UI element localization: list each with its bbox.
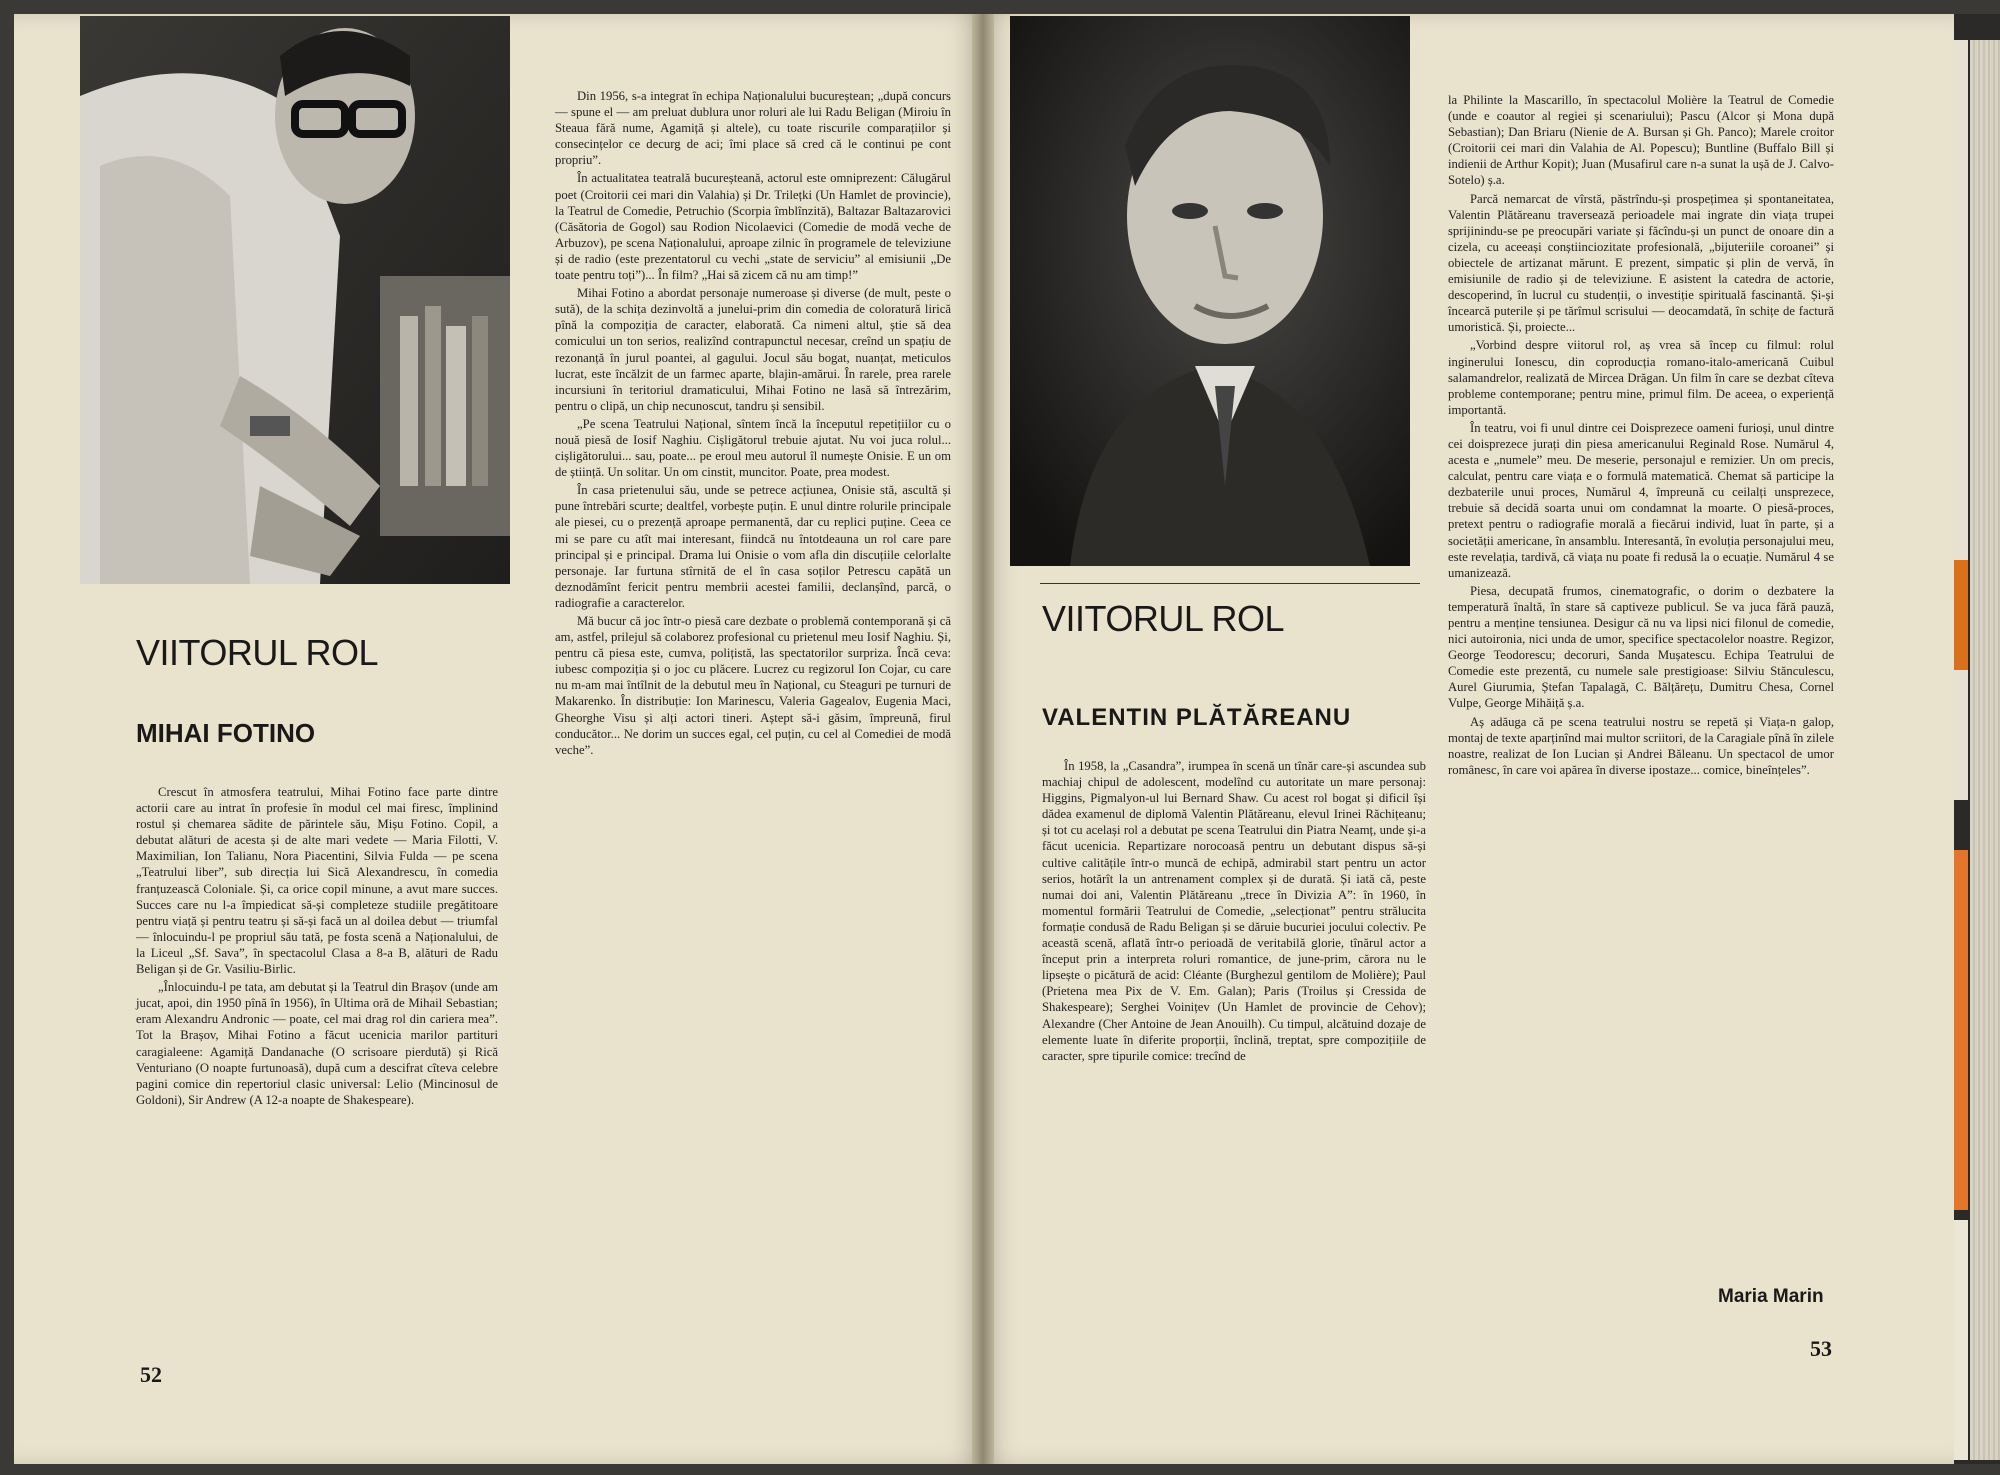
left-actor-name: MIHAI FOTINO — [136, 718, 316, 748]
paragraph: la Philinte la Mascarillo, în spectacolul Molière la Teatrul de Comedie (unde e coautor al regiei și scenariului); Pascu (Alcor și Mona după Sebastian); Dan Briaru (Nienie de A. Bursan și Gh. Panco); Marele croitor (Croitorii cei mari din Valahia de Al. Popescu); Buntline (Buffalo Bill și indienii de Arthur Kopit); Juan (Musafirul care n-a sunat la ușă de J. Calvo-Sotelo) ș.a. — [1448, 93, 1834, 188]
right-column-1 — [1042, 758, 1426, 1066]
edge-tab — [1954, 40, 1968, 800]
page-gutter — [972, 14, 994, 1464]
left-page-number: 52 — [140, 1362, 162, 1387]
paragraph: Mihai Fotino a abordat personaje numeroase și diverse (de mult, peste o sută), de la schița dezinvoltă a junelui-prim din comedia de coloratură lirică pînă la compoziția de caracter, elaborată. Ca nimeni altul, știe să dea comicului un ton serios, realizînd contrapunctul necesar, creînd un spațiu de rezonanță în jurul poantei, al gagului. Jocul său bogat, nuanțat, meticulos lucrat, este încălzit de un farmec aparte, blajin-amărui. În rarele, prea rarele incursiuni în teritoriul dramaticului, Mihai Fotino ne lasă să întrezărim, pentru o clipă, un chip necunoscut, tandru și sensibil. — [555, 286, 951, 413]
paragraph: În casa prietenului său, unde se petrece acțiunea, Onisie stă, ascultă și pune întrebări scurte; dealtfel, vorbește puțin. E unul dintre rolurile principale ale piesei, cu o prezență aproape permanentă, dar cu replici puține. Ceea ce mi se pare cu atît mai interesant, fiindcă nu întotdeauna un rol care pare principal și e principal. Drama lui Onisie o vom afla din discuțiile celorlalte personaje. Iar furtuna stîrnită de el în casa soților Petrescu capătă un deznodămînt fericit pentru membrii acestei familii, declanșînd, parcă, o radiografie a caracterelor. — [555, 483, 951, 610]
page-edges — [1970, 40, 2000, 1460]
paragraph: În 1958, la „Casandra”, irumpea în scenă un tînăr care-și ascundea sub machiaj chipul de adolescent, modelînd cu autoritate un mare personaj: Higgins, Pigmalyon-ul lui Bernard Shaw. Cu acest rol bogat și dificil își dădea examenul de diplomă Valentin Plătăreanu, elevul Irinei Răchițeanu; și tot cu același rol a debutat pe scena Teatrului din Piatra Neamț, unde și-a făcut ucenicia. Repartizare norocoasă pentru un debutant dispus să-și cultive calitățile într-o muncă de echipă, admirabil start pentru un actor serios, hotărît la un antrenament complex și de durată. Și iată că, peste numai doi ani, Valentin Plătăreanu „trece în Divizia A”: în 1960, în momentul formării Teatrului de Comedie, „selecționat” pentru strălucita formație condusă de Radu Beligan și se dăruie bucuriei jocului colectiv. Pe această scenă, aflată într-o perioadă de veritabilă glorie, tînărul actor a început prin a interpreta roluri romantice, de june-prim, cărora nu le lipsește o picătură de acid: Cléante (Burghezul gentilom de Molière); Paul (Prietena mea Pix de V. Em. Galan); Paris (Troilus și Cressida de Shakespeare); Serghei Voinițev (Un Hamlet de provincie de Cehov); Alexandre (Cher Antoine de Jean Anouilh). Cu timpul, alcătuind dozaje de elemente luate în diferite proporții, înclină, treptat, spre compozițiile de caracter, spre tipurile comice: trecînd de — [1042, 759, 1426, 1063]
right-headline: VIITORUL ROL — [1042, 598, 1285, 639]
paragraph: Crescut în atmosfera teatrului, Mihai Fotino face parte dintre actorii care au intrat în profesie în modul cel mai firesc, împlinind rostul și chemarea sădite de părintele său, Mișu Fotino. Copil, a debutat alături de acesta și de alte mari vedete — Maria Filotti, V. Maximilian, Ion Talianu, Nora Piacentini, Silvia Fulda — pe scena „Teatrului liber”, sub direcția lui Sică Alexandrescu, în comedia franțuzească Coloniale. Și, ca orice copil minune, a avut mare succes. Succes care nu l-a împiedicat să-și completeze studiile pregătitoare pentru viață și pentru teatru și să-și facă un al doilea debut — triumfal — înlocuindu-l pe propriul său tată, pe fosta scenă a Naționalului, de la Liceul „Sf. Sava”, în spectacolul Clasa a 8-a B, alături de Radu Beligan și de Gr. Vasiliu-Birlic. — [136, 785, 498, 977]
left-column-2 — [555, 88, 951, 760]
paragraph: „Vorbind despre viitorul rol, aș vrea să încep cu filmul: rolul inginerului Ionescu, din coproducția romano-italo-americană Cuibul salamandrelor, realizată de Mircea Drăgan. Un film în care se dezbat cîteva probleme contemporane; pentru mine, primul film. De aceea, o experiență importantă. — [1448, 338, 1834, 417]
paragraph: Piesa, decupată frumos, cinematografic, o dorim o dezbatere la temperatură înaltă, în stare să captiveze publicul. Se va juca fără pauză, pentru a menține tensiunea. Desigur că nu va lipsi nici filonul de comedie, nici autoironia, nici unda de umor, specifice spectacolelor noastre. Regizor, George Teodorescu; decoruri, Sanda Mușatescu. Echipa Teatrului de Comedie este prezentă, cu numele sale prestigioase: Silviu Stănculescu, Aurel Giurumia, Ștefan Tapalagă, C. Bălțărețu, Dumitru Chesa, Cornel Vulpe, George Mihăiță ș.a. — [1448, 583, 1834, 711]
paragraph: Din 1956, s-a integrat în echipa Naționalului bucureștean; „după concurs — spune el — am preluat dublura unor roluri ale lui Radu Beligan (Miroiu în Steaua fără nume, Agamiță și altele), cu toate riscurile comparațiilor și consecințelor ce decurg de aci; îmi place să cred că le continui pe cont propriu”. — [555, 89, 951, 168]
headline-rule — [1040, 583, 1420, 584]
paragraph: Aș adăuga că pe scena teatrului nostru se repetă și Viața-n galop, montaj de texte aparținînd mai multor scriitori, de la Caragiale pînă în zilele noastre, realizat de Ion Lucian și Andrei Băleanu. Un spectacol de umor românesc, în care voi apărea în diverse ipostaze... comice, bineînțeles”. — [1448, 714, 1834, 777]
right-page-number: 53 — [1810, 1336, 1832, 1361]
edge-tab — [1954, 1220, 1968, 1460]
paragraph: Parcă nemarcat de vîrstă, păstrîndu-și prospețimea și spontaneitatea, Valentin Plătăreanu traversează perioadele mai ingrate din viața trupei sprijinindu-se pe preocupări variate și făcîndu-și un punct de onoare din a cizela, cu aceeași conștiinciozitate profesională, „bijuteriile coroanei” și obiectele de artizanat mărunt. E prezent, simpatic și plin de vervă, în emisiunile de radio și de televiziune. E asistent la catedra de actorie, descoperind, în lucrul cu studenții, o investiție spirituală fascinantă. Și-și încearcă puterile și pe tărîmul scrisului — deocamdată, în schițe de factură umoristică. Și, proiecte... — [1448, 191, 1834, 335]
left-headline: VIITORUL ROL — [136, 632, 379, 673]
paragraph: Mă bucur că joc într-o piesă care dezbate o problemă contemporană și că am, astfel, prilejul să colaborez profesional cu prietenul meu Iosif Naghiu. Și, pentru că piesa este, cumva, polițistă, las spectatorilor surpriza. Încă ceva: iubesc compoziția și o joc cu plăcere. Lucrez cu regizorul Ion Cojar, cu care nu m-am mai întîlnit de la debutul meu în Național, cu Steaguri pe turnuri de Makarenko. În distribuție: Ion Marinescu, Valeria Gagealov, Eugenia Maci, Gheorghe Visu și alți actori tineri. Aștept să-i găsim, împreună, firul conducător... Ne dorim un succes egal, cel puțin, cu cel al Comediei de modă veche”. — [555, 614, 951, 757]
right-column-2 — [1448, 92, 1834, 780]
left-column-1 — [136, 784, 498, 1110]
paragraph: În actualitatea teatrală bucureșteană, actorul este omniprezent: Călugărul poet (Croitorii cei mari din Valahia) și Dr. Trilețki (Un Hamlet de provincie), la Teatrul de Comedie, Petruchio (Scorpia îmblînzită), Baltazar Baltazarovici (Căsătoria de Gogol) sau Rodion Nicolaevici (Comedie de modă veche de Arbuzov), pe scena Naționalului, aproape zilnic în programele de televiziune și de radio (este prezentatorul cu vechi „state de serviciu” al emisiunii „De toate pentru toți”)... În film? „Hai să zicem că nu am timp!” — [555, 171, 951, 283]
paragraph: „Pe scena Teatrului Național, sîntem încă la începutul repetițiilor cu o nouă piesă de Iosif Naghiu. Cișligătorul trebuie ajutat. Nu voi juca rolul... cișligătorului... sau, poate... pe eroul meu autorul îl numește Onisie. E un om de știință. Un solitar. Un om cinstit, muncitor. Poate, prea modest. — [555, 416, 951, 480]
valentin-platareanu-photo — [1010, 16, 1410, 566]
edge-tab-orange — [1954, 850, 1968, 1210]
mihai-fotino-photo — [80, 16, 510, 584]
paragraph: În teatru, voi fi unul dintre cei Doisprezece oameni furioși, unul dintre cei doisprezece jurați din piesa americanului Reginald Rose. Numărul 4, acesta e „numele” meu. De meserie, personajul e remizier. Un om precis, calculat, pentru care viața e o formulă matematică. Chemat să participe la dezbaterile unui proces, Numărul 4, împreună cu ceilalți unsprezece, trebuie să decidă soarta unui om condamnat la moarte. O piesă-proces, pretext pentru o radiografie morală a fiecărui individ, luat în parte, și a societății americane, în ansamblu. Interesantă, în evoluția personajului meu, este revelația, tardivă, că viața nu poate fi redusă la o ecuație. Numărul 4 se umanizează. — [1448, 420, 1834, 580]
right-actor-name: VALENTIN PLĂTĂREANU — [1042, 704, 1352, 731]
author-signature: Maria Marin — [1718, 1286, 1824, 1307]
paragraph: „Înlocuindu-l pe tata, am debutat și la Teatrul din Brașov (unde am jucat, apoi, din 1950 pînă în 1956), în Ultima oră de Mihail Sebastian; eram Alexandru Andronic — poate, cel mai drag rol din cariera mea”. Tot la Brașov, Mihai Fotino a făcut ucenicia marilor partituri caragialeene: Agamiță Dandanache (O scrisoare pierdută) și Rică Venturiano (O noapte furtunoasă), după cum a descifrat cîteva celebre pagini comice din repertoriul clasic universal: Lelio (Mincinosul de Goldoni), Sir Andrew (A 12-a noapte de Shakespeare). — [136, 980, 498, 1107]
edge-tab-orange — [1954, 560, 1968, 670]
